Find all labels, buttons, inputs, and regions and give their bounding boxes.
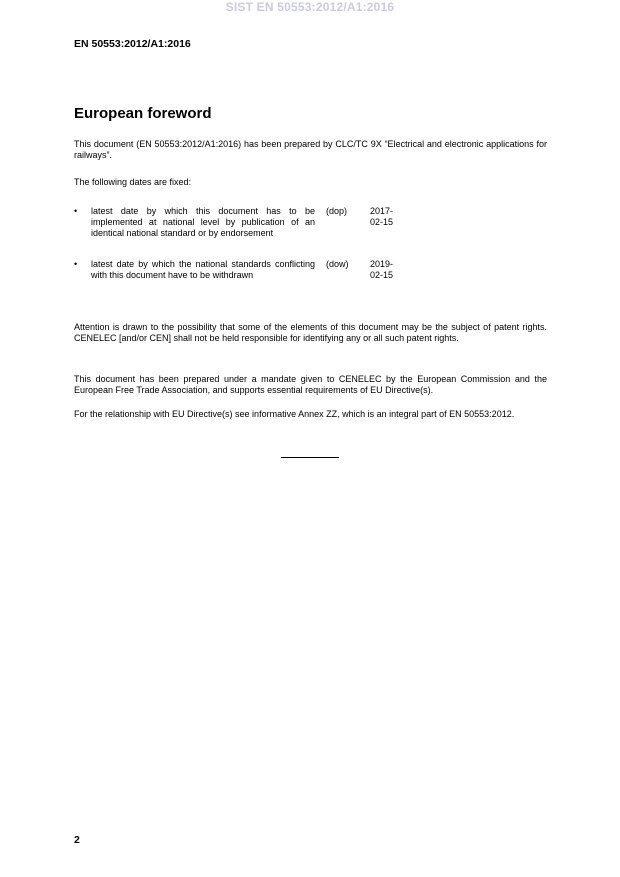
intro-paragraph: This document (EN 50553:2012/A1:2016) has been prepared by CLC/TC 9X “Electrical and electronic applications for railways”.: [74, 139, 547, 160]
section-title: European foreword: [74, 105, 212, 122]
dates-intro-paragraph: The following dates are fixed:: [74, 177, 192, 187]
mandate-paragraph: This document has been prepared under a mandate given to CENELEC by the European Commission and the European Free Trade Association, and supports essential requirements of EU Directive(s).: [74, 374, 547, 395]
directive-relationship-paragraph: For the relationship with EU Directive(s) see informative Annex ZZ, which is an integral part of EN 50553:2012.: [74, 409, 515, 419]
date-abbreviation: (dop): [326, 206, 348, 216]
page-number: 2: [74, 834, 80, 846]
date-abbreviation: (dow): [326, 259, 349, 269]
watermark: SIST EN 50553:2012/A1:2016: [225, 0, 395, 14]
date-description: latest date by which this document has to be implemented at national level by publication of an identical national standard or by endorsement: [91, 206, 315, 238]
end-of-section-rule: [281, 457, 339, 458]
date-value: 2017-02-15: [370, 206, 394, 227]
bullet-marker: •: [74, 206, 78, 216]
bullet-marker: •: [74, 259, 78, 269]
document-id-header: EN 50553:2012/A1:2016: [74, 38, 191, 50]
date-value: 2019-02-15: [370, 259, 394, 280]
patent-attention-paragraph: Attention is drawn to the possibility that some of the elements of this document may be the subject of patent rights. CENELEC [and/or CEN] shall not be held responsible for identifying any or all such patent rights.: [74, 322, 547, 343]
date-description: latest date by which the national standards conflicting with this document have to be withdrawn: [91, 259, 315, 280]
